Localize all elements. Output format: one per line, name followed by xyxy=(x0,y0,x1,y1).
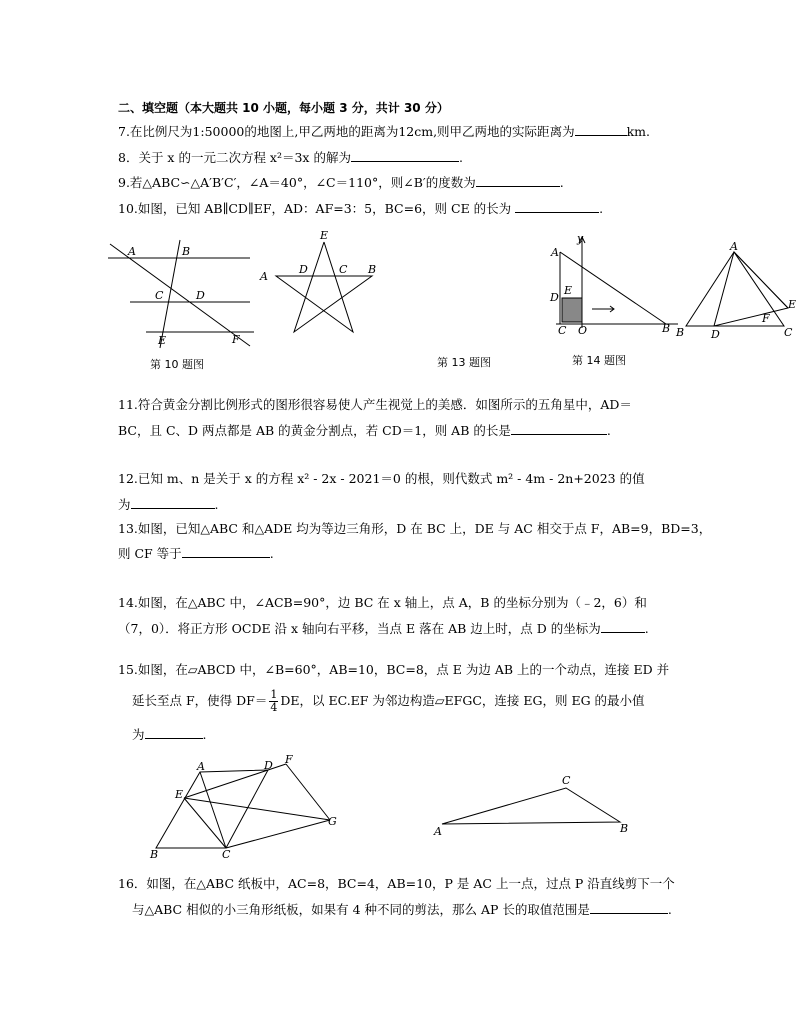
label-A: A xyxy=(551,246,559,259)
label-C: C xyxy=(222,848,231,861)
question-15-line-3 xyxy=(132,726,207,744)
question-12-tail: . xyxy=(214,497,219,512)
question-8 xyxy=(118,149,463,167)
figure-11-pentagram xyxy=(258,228,388,338)
label-D: D xyxy=(299,263,308,276)
label-C: C xyxy=(155,289,164,302)
question-12-line-1: 12.已知 m、n 是关于 x 的方程 x² - 2x - 2021＝0 的根，则代数式 m² - 4m - 2n+2023 的值 xyxy=(118,471,645,486)
answer-blank[interactable] xyxy=(476,174,560,187)
label-B: B xyxy=(662,322,671,335)
label-B: B xyxy=(150,848,159,861)
question-9-text: 9.若△ABC∽△A′B′C′，∠A＝40°，∠C＝110°，则∠B′的度数为 xyxy=(118,175,476,190)
label-E: E xyxy=(564,284,573,297)
label-E: E xyxy=(175,788,184,801)
answer-blank[interactable] xyxy=(511,422,607,435)
answer-blank[interactable] xyxy=(145,726,203,739)
label-B: B xyxy=(368,263,377,276)
question-15-text-a: 延长至点 F，使得 DF＝ xyxy=(132,693,268,708)
question-7 xyxy=(118,123,650,141)
label-E: E xyxy=(788,298,796,311)
question-11-line-2 xyxy=(118,422,611,440)
question-16-tail: . xyxy=(667,902,672,917)
question-13-line-2 xyxy=(118,545,274,563)
answer-blank[interactable] xyxy=(131,496,215,509)
question-10 xyxy=(118,200,603,218)
question-14-line-1: 14.如图，在△ABC 中，∠ACB=90°，边 BC 在 x 轴上，点 A，B 的坐标分别为（﹣2，6）和 xyxy=(118,595,647,610)
question-13-tail: . xyxy=(269,546,274,561)
fraction-denominator: 4 xyxy=(270,701,278,714)
answer-blank[interactable] xyxy=(515,200,599,213)
question-8-text: 8．关于 x 的一元二次方程 x²＝3x 的解为 xyxy=(118,150,351,165)
question-15-line-2 xyxy=(132,686,645,716)
figure-13-caption: 第 13 题图 xyxy=(437,356,491,369)
question-7-text: 7.在比例尺为1:50000的地图上,甲乙两地的距离为12cm,则甲乙两地的实际距离为 xyxy=(118,124,575,139)
question-14-text: （7，0）．将正方形 OCDE 沿 x 轴向右平移，当点 E 落在 AB 边上时，点 D 的坐标为 xyxy=(118,621,601,636)
question-13-line-1: 13.如图，已知△ABC 和△ADE 均为等边三角形，D 在 BC 上，DE 与 AC 相交于点 F，AB=9，BD=3， xyxy=(118,521,712,536)
answer-blank[interactable] xyxy=(182,545,270,558)
question-16-line-1: 16．如图，在△ABC 纸板中，AC=8，BC=4，AB=10，P 是 AC 上一点，过点 P 沿直线剪下一个 xyxy=(118,876,675,891)
figure-16-triangle xyxy=(432,772,632,842)
answer-blank[interactable] xyxy=(601,620,645,633)
fraction-one-quarter xyxy=(269,689,278,714)
question-11-tail: . xyxy=(606,423,611,438)
label-C: C xyxy=(784,326,793,339)
label-A: A xyxy=(197,760,205,773)
question-14-tail: . xyxy=(644,621,649,636)
question-14-line-2 xyxy=(118,620,649,638)
label-C: C xyxy=(339,263,348,276)
label-D: D xyxy=(550,291,559,304)
label-D: D xyxy=(264,759,273,772)
label-F: F xyxy=(285,753,293,766)
answer-blank[interactable] xyxy=(351,149,459,162)
question-12-line-2 xyxy=(118,496,219,514)
label-O: O xyxy=(578,324,588,337)
question-11-line-1: 11.符合黄金分割比例形式的图形很容易使人产生视觉上的美感．如图所示的五角星中，AD＝ xyxy=(118,397,632,412)
question-12-text: 为 xyxy=(118,497,131,512)
question-7-tail: km. xyxy=(626,124,650,139)
label-A: A xyxy=(260,270,268,283)
figure-10-parallel-lines xyxy=(108,236,258,356)
question-9 xyxy=(118,174,564,192)
figure-14-coordinate xyxy=(548,234,688,349)
answer-blank[interactable] xyxy=(575,123,627,136)
question-15-text-c: 为 xyxy=(132,727,145,742)
label-B: B xyxy=(182,245,191,258)
section-heading: 二、填空题（本大题共 10 小题，每小题 3 分，共计 30 分） xyxy=(118,101,449,115)
label-E: E xyxy=(158,334,167,347)
label-F: F xyxy=(232,333,240,346)
label-B: B xyxy=(676,326,685,339)
label-A: A xyxy=(730,240,738,253)
question-8-tail: . xyxy=(458,150,463,165)
question-10-tail: . xyxy=(599,201,604,216)
answer-blank[interactable] xyxy=(590,901,668,914)
label-D: D xyxy=(196,289,205,302)
figure-13-triangles xyxy=(676,238,796,343)
figure-10-caption: 第 10 题图 xyxy=(150,358,204,371)
label-G: G xyxy=(328,815,337,828)
question-15-line-1: 15.如图，在▱ABCD 中，∠B=60°，AB=10，BC=8，点 E 为边 AB 上的一个动点，连接 ED 并 xyxy=(118,662,670,677)
question-16-line-2 xyxy=(132,901,672,919)
figure-15-parallelograms xyxy=(148,754,348,864)
question-11-text: BC，且 C、D 两点都是 AB 的黄金分割点，若 CD＝1，则 AB 的长是 xyxy=(118,423,511,438)
label-A: A xyxy=(434,825,442,838)
label-D: D xyxy=(711,328,720,341)
figure-14-caption: 第 14 题图 xyxy=(572,354,626,367)
label-B: B xyxy=(620,822,629,835)
question-15-text-b: DE，以 EC.EF 为邻边构造▱EFGC，连接 EG，则 EG 的最小值 xyxy=(280,693,645,708)
label-A: A xyxy=(128,245,136,258)
question-15-tail: . xyxy=(202,727,207,742)
question-13-text: 则 CF 等于 xyxy=(118,546,182,561)
fraction-numerator: 1 xyxy=(270,688,278,701)
label-C: C xyxy=(562,774,571,787)
question-9-tail: . xyxy=(559,175,564,190)
label-y: y xyxy=(577,232,584,245)
label-F: F xyxy=(762,312,770,325)
question-10-text: 10.如图，已知 AB∥CD∥EF，AD：AF=3：5，BC=6，则 CE 的长为 xyxy=(118,201,512,216)
label-E: E xyxy=(320,229,329,242)
question-16-text: 与△ABC 相似的小三角形纸板，如果有 4 种不同的剪法，那么 AP 长的取值范围是 xyxy=(132,902,590,917)
label-C: C xyxy=(558,324,567,337)
